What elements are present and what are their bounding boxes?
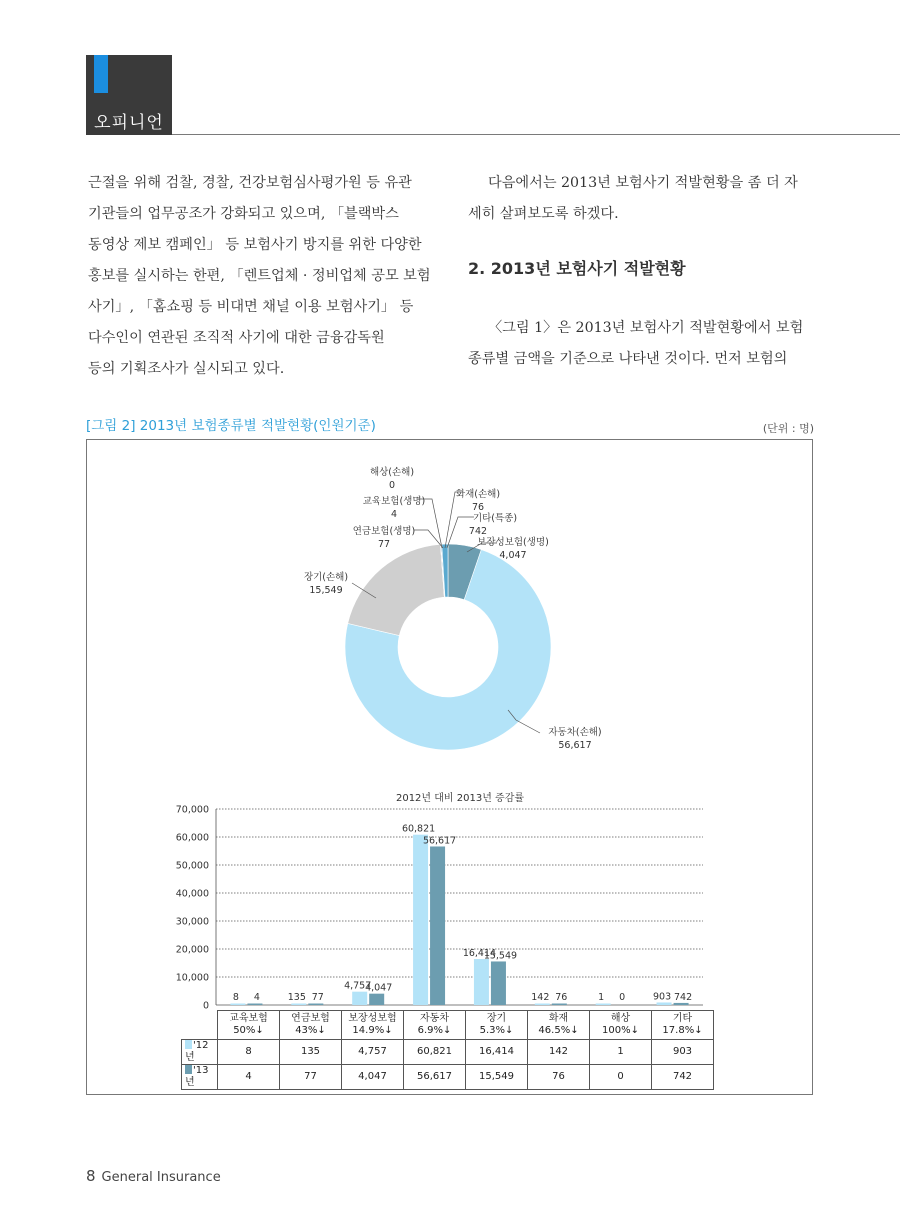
donut-value: 56,617 [558, 740, 592, 751]
table-cell: 4,757 [342, 1040, 404, 1065]
bar-value-label: 142 [531, 992, 550, 1003]
table-header-cell: 장기 5.3%↓ [466, 1011, 528, 1040]
table-header-cell: 교육보험 50%↓ [218, 1011, 280, 1040]
table-header-cell: 연금보험 43%↓ [280, 1011, 342, 1040]
text-line: 사기」, 「홈쇼핑 등 비대면 채널 이용 보험사기」 등 [88, 299, 414, 315]
bar-value-label: 4 [253, 992, 260, 1003]
bar [552, 1004, 567, 1006]
text-line: 세히 살펴보도록 하겠다. [468, 206, 619, 222]
table-cell: 1 [590, 1040, 652, 1065]
table-cell: 742 [652, 1065, 714, 1090]
donut-value: 0 [388, 480, 396, 491]
bar [369, 994, 384, 1005]
table-cell: 8 [218, 1040, 280, 1065]
bar [674, 1003, 689, 1005]
table-cell: 0 [590, 1065, 652, 1090]
bar [308, 1004, 323, 1006]
donut-chart [345, 544, 551, 750]
bars [230, 835, 688, 1005]
table-cell: 142 [528, 1040, 590, 1065]
text-line: 동영상 제보 캠페인」 등 보험사기 방지를 위한 다양한 [88, 237, 422, 253]
bar-chart-title: 2012년 대비 2013년 증감률 [395, 793, 525, 804]
bar [474, 959, 489, 1005]
y-tick-label: 50,000 [175, 860, 209, 872]
bar-value-label: 135 [287, 992, 306, 1003]
bar [352, 992, 367, 1005]
text-line: 다음에서는 2013년 보험사기 적발현황을 좀 더 자 [488, 175, 798, 191]
table-cell: 15,549 [466, 1065, 528, 1090]
page-footer [86, 1167, 221, 1185]
table-cell: 76 [528, 1065, 590, 1090]
donut-label: 해상(손해) [369, 467, 415, 478]
donut-label: 장기(손해) [303, 572, 349, 583]
bar-value-label: 0 [619, 992, 626, 1003]
text-line: 기관들의 업무공조가 강화되고 있으며, 「블랙박스 [88, 206, 399, 222]
y-tick-label: 60,000 [175, 832, 209, 844]
text-line: 〈그림 1〉은 2013년 보험사기 적발현황에서 보험 [488, 320, 804, 336]
bar-value-label: 4,047 [365, 982, 393, 994]
donut-label: 기타(특종) [472, 513, 518, 524]
bar-value-label: 903 [652, 991, 672, 1003]
bar-value-label: 77 [311, 992, 324, 1003]
bar-value-labels [233, 824, 692, 1003]
page-number: 8 [86, 1167, 96, 1185]
donut-label: 연금보험(생명) [352, 526, 416, 537]
section-heading: 2. 2013년 보험사기 적발현황 [468, 259, 686, 278]
table-cell: 4,047 [342, 1065, 404, 1090]
bar-value-label: 8 [232, 992, 239, 1003]
table-cell: 903 [652, 1040, 714, 1065]
bar [430, 846, 445, 1005]
donut-label: 자동차(손해) [548, 727, 602, 738]
table-row [182, 1040, 714, 1065]
bar-value-label: 4,757 [344, 980, 372, 992]
table-header-cell: 화재 46.5%↓ [528, 1011, 590, 1040]
bar-value-label: 76 [555, 992, 568, 1003]
bar-gridlines [216, 809, 703, 1005]
bar [247, 1004, 262, 1006]
bar [596, 1004, 611, 1006]
table-cell: 77 [280, 1065, 342, 1090]
text-line: 다수인이 연관된 조직적 사기에 대한 금융감독원 [88, 330, 385, 346]
text-line: 홍보를 실시하는 한편, 「렌트업체 · 정비업체 공모 보험 [88, 268, 431, 284]
y-tick-label: 30,000 [175, 916, 209, 928]
bar [230, 1004, 245, 1006]
table-cell: 4 [218, 1065, 280, 1090]
bar [535, 1004, 550, 1006]
y-tick-label: 0 [202, 1000, 209, 1012]
donut-value: 4,047 [499, 550, 527, 561]
y-tick-label: 10,000 [175, 972, 209, 984]
donut-value: 4 [390, 509, 398, 520]
table-header-cell: 자동차 6.9%↓ [404, 1011, 466, 1040]
figure-title: [그림 2] 2013년 보험종류별 적발현황(인원기준) [86, 418, 376, 434]
y-tick-label: 70,000 [175, 804, 209, 816]
donut-value: 77 [377, 539, 391, 550]
table-header-cell: 기타 17.8%↓ [652, 1011, 714, 1040]
legend-cell: '12년 [182, 1040, 218, 1065]
bar [291, 1004, 306, 1006]
table-cell: 56,617 [404, 1065, 466, 1090]
bar-value-label: 60,821 [401, 823, 436, 835]
figure-unit: (단위 : 명) [762, 422, 814, 435]
table-row [182, 1065, 714, 1090]
donut-slice [348, 544, 445, 635]
table-corner [182, 1011, 218, 1040]
section-label: 오피니언 [94, 113, 164, 133]
y-tick-labels [176, 805, 209, 1012]
leader-line [445, 492, 463, 548]
donut-value: 15,549 [309, 585, 343, 596]
table-cell: 16,414 [466, 1040, 528, 1065]
text-line: 근절을 위해 검찰, 경찰, 건강보험심사평가원 등 유관 [88, 175, 412, 191]
y-tick-label: 40,000 [175, 888, 209, 900]
bar [657, 1002, 672, 1005]
text-line: 등의 기획조사가 실시되고 있다. [88, 361, 285, 377]
bar-value-label: 56,617 [422, 835, 457, 847]
donut-label: 화재(손해) [455, 489, 501, 500]
donut-label: 보장성보험(생명) [477, 537, 549, 548]
bar [491, 961, 506, 1005]
data-table [181, 1010, 714, 1090]
bar-value-label: 742 [673, 991, 693, 1003]
table-cell: 135 [280, 1040, 342, 1065]
table-cell: 60,821 [404, 1040, 466, 1065]
bar-value-label: 15,549 [483, 950, 518, 962]
donut-label: 교육보험(생명) [362, 496, 426, 507]
donut-value: 742 [468, 526, 488, 537]
text-line: 종류별 금액을 기준으로 나타낸 것이다. 먼저 보험의 [468, 351, 788, 367]
legend-cell: '13년 [182, 1065, 218, 1090]
donut-value: 76 [471, 502, 485, 513]
table-header-cell: 해상 100%↓ [590, 1011, 652, 1040]
bar-value-label: 16,414 [462, 948, 497, 960]
table-header-cell: 보장성보험 14.9%↓ [342, 1011, 404, 1040]
y-tick-label: 20,000 [175, 944, 209, 956]
publication-name: General Insurance [101, 1170, 221, 1185]
bar-value-label: 1 [598, 992, 605, 1003]
bar [413, 835, 428, 1005]
